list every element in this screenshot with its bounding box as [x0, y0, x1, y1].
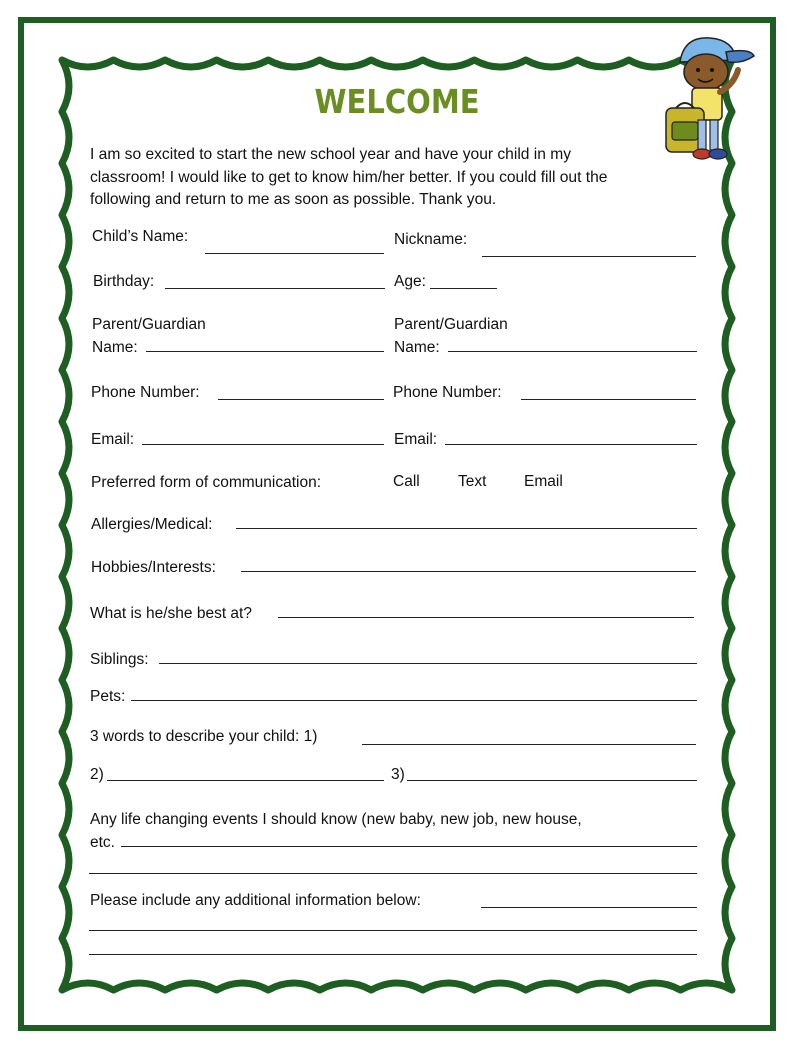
nickname-label: Nickname: [394, 231, 468, 248]
nickname-line[interactable] [482, 256, 696, 257]
option-email[interactable]: Email [524, 473, 563, 490]
parent2-label-line2: Name: [394, 339, 440, 356]
best-at-line[interactable] [278, 617, 694, 618]
parent1-name-line[interactable] [146, 351, 384, 352]
preferred-communication-label: Preferred form of communication: [91, 474, 322, 491]
life-events-label-line2: etc. [90, 834, 115, 851]
intro-paragraph: I am so excited to start the new school year and have your child in my classroom! I would like to get to know him/her better. If you could fill out the following and return to me as soon as possible. Thank you. [90, 146, 608, 208]
three-words-label: 3 words to describe your child: 1) [90, 728, 318, 745]
pets-label: Pets: [90, 688, 126, 705]
child-name-line[interactable] [205, 253, 384, 254]
option-text[interactable]: Text [458, 473, 487, 490]
phone1-label: Phone Number: [91, 384, 200, 401]
email2-label: Email: [394, 431, 438, 448]
hobbies-label: Hobbies/Interests: [91, 559, 216, 576]
word1-line[interactable] [362, 744, 696, 745]
life-events-line-2[interactable] [89, 873, 697, 874]
form-title: WELCOME [314, 82, 480, 121]
word3-label: 3) [391, 766, 405, 783]
birthday-line[interactable] [165, 288, 385, 289]
siblings-label: Siblings: [90, 651, 149, 668]
child-name-label: Child’s Name: [92, 228, 189, 245]
email1-line[interactable] [142, 444, 384, 445]
pets-line[interactable] [131, 700, 697, 701]
word2-label: 2) [90, 766, 104, 783]
life-events-label-line1: Any life changing events I should know (new baby, new job, new house, [90, 811, 582, 828]
additional-info-label: Please include any additional information below: [90, 892, 421, 909]
age-label: Age: [394, 273, 426, 290]
word3-line[interactable] [407, 780, 697, 781]
age-line[interactable] [430, 288, 497, 289]
additional-info-line-2[interactable] [89, 930, 697, 931]
phone2-label: Phone Number: [393, 384, 502, 401]
life-events-line-1[interactable] [121, 846, 697, 847]
parent1-label-line2: Name: [92, 339, 138, 356]
siblings-line[interactable] [159, 663, 697, 664]
parent2-label-line1: Parent/Guardian [394, 316, 508, 333]
parent2-name-line[interactable] [448, 351, 697, 352]
phone2-line[interactable] [521, 399, 696, 400]
allergies-line[interactable] [236, 528, 697, 529]
parent1-label-line1: Parent/Guardian [92, 316, 206, 333]
email1-label: Email: [91, 431, 135, 448]
hobbies-line[interactable] [241, 571, 696, 572]
email2-line[interactable] [445, 444, 697, 445]
birthday-label: Birthday: [93, 273, 155, 290]
option-call[interactable]: Call [393, 473, 420, 490]
best-at-label: What is he/she best at? [90, 605, 252, 622]
allergies-label: Allergies/Medical: [91, 516, 213, 533]
phone1-line[interactable] [218, 399, 384, 400]
additional-info-line-1[interactable] [481, 907, 697, 908]
word2-line[interactable] [107, 780, 384, 781]
additional-info-line-3[interactable] [89, 954, 697, 955]
